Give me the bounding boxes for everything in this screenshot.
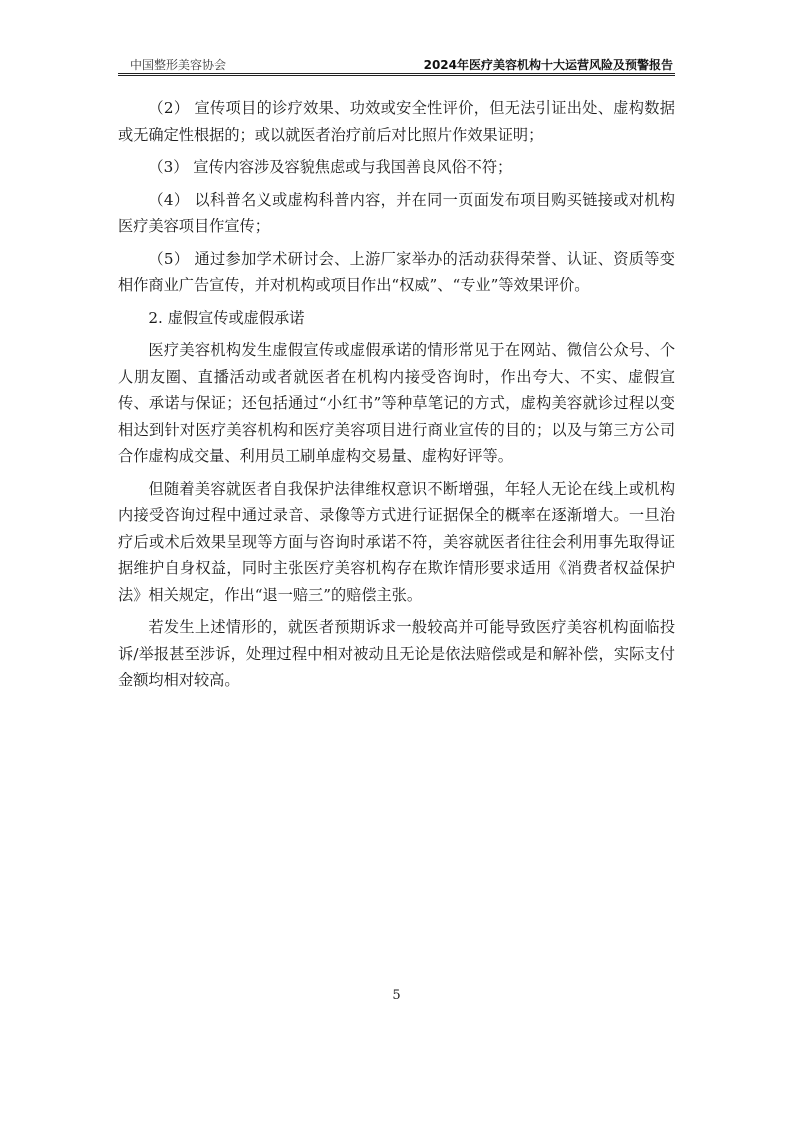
page-header [118, 54, 675, 74]
list-item-4: （4） 以科普名义或虚构科普内容，并在同一页面发布项目购买链接或对机构医疗美容项目作宣传； [118, 190, 675, 235]
body-paragraph: 若发生上述情形的，就医者预期诉求一般较高并可能导致医疗美容机构面临投诉/举报甚至涉诉，处理过程中相对被动且无论是依法赔偿或是和解补偿，实际支付金额均相对较高。 [118, 618, 675, 689]
header-report-title: 2024年医疗美容机构十大运营风险及预警报告 [423, 58, 673, 72]
section-heading: 2. 虚假宣传或虚假承诺 [148, 308, 305, 327]
body-paragraph: 但随着美容就医者自我保护法律维权意识不断增强，年轻人无论在线上或机构内接受咨询过程中通过录音、录像等方式进行证据保全的概率在逐渐增大。一旦治疗后或术后效果呈现等方面与咨询时承诺不符，美容就医者往往会利用事先取得证据维护自身权益，同时主张医疗美容机构存在欺诈情形要求适用《消费者权益保护法》相关规定，作出“退一赔三”的赔偿主张。 [118, 479, 675, 604]
page-number: 5 [392, 988, 401, 1003]
list-item-2: （2） 宣传项目的诊疗效果、功效或安全性评价，但无法引证出处、虚构数据或无确定性根据的；或以就医者治疗前后对比照片作效果证明； [118, 99, 675, 144]
document-body [118, 95, 675, 700]
header-rule-secondary [118, 75, 675, 76]
list-item-3: （3） 宣传内容涉及容貌焦虑或与我国善良风俗不符； [148, 158, 513, 176]
header-organization: 中国整形美容协会 [130, 58, 227, 72]
header-rule [118, 73, 675, 74]
body-paragraph: 医疗美容机构发生虚假宣传或虚假承诺的情形常见于在网站、微信公众号、个人朋友圈、直播活动或者就医者在机构内接受咨询时，作出夸大、不实、虚假宣传、承诺与保证；还包括通过“小红书”等种草笔记的方式，虚构美容就诊过程以变相达到针对医疗美容机构和医疗美容项目进行商业宣传的目的；以及与第三方公司合作虚构成交量、利用员工刷单虚构交易量、虚构好评等。 [118, 341, 675, 465]
list-item-5: （5） 通过参加学术研讨会、上游厂家举办的活动获得荣誉、认证、资质等变相作商业广告宣传，并对机构或项目作出“权威”、“专业”等效果评价。 [118, 249, 675, 294]
